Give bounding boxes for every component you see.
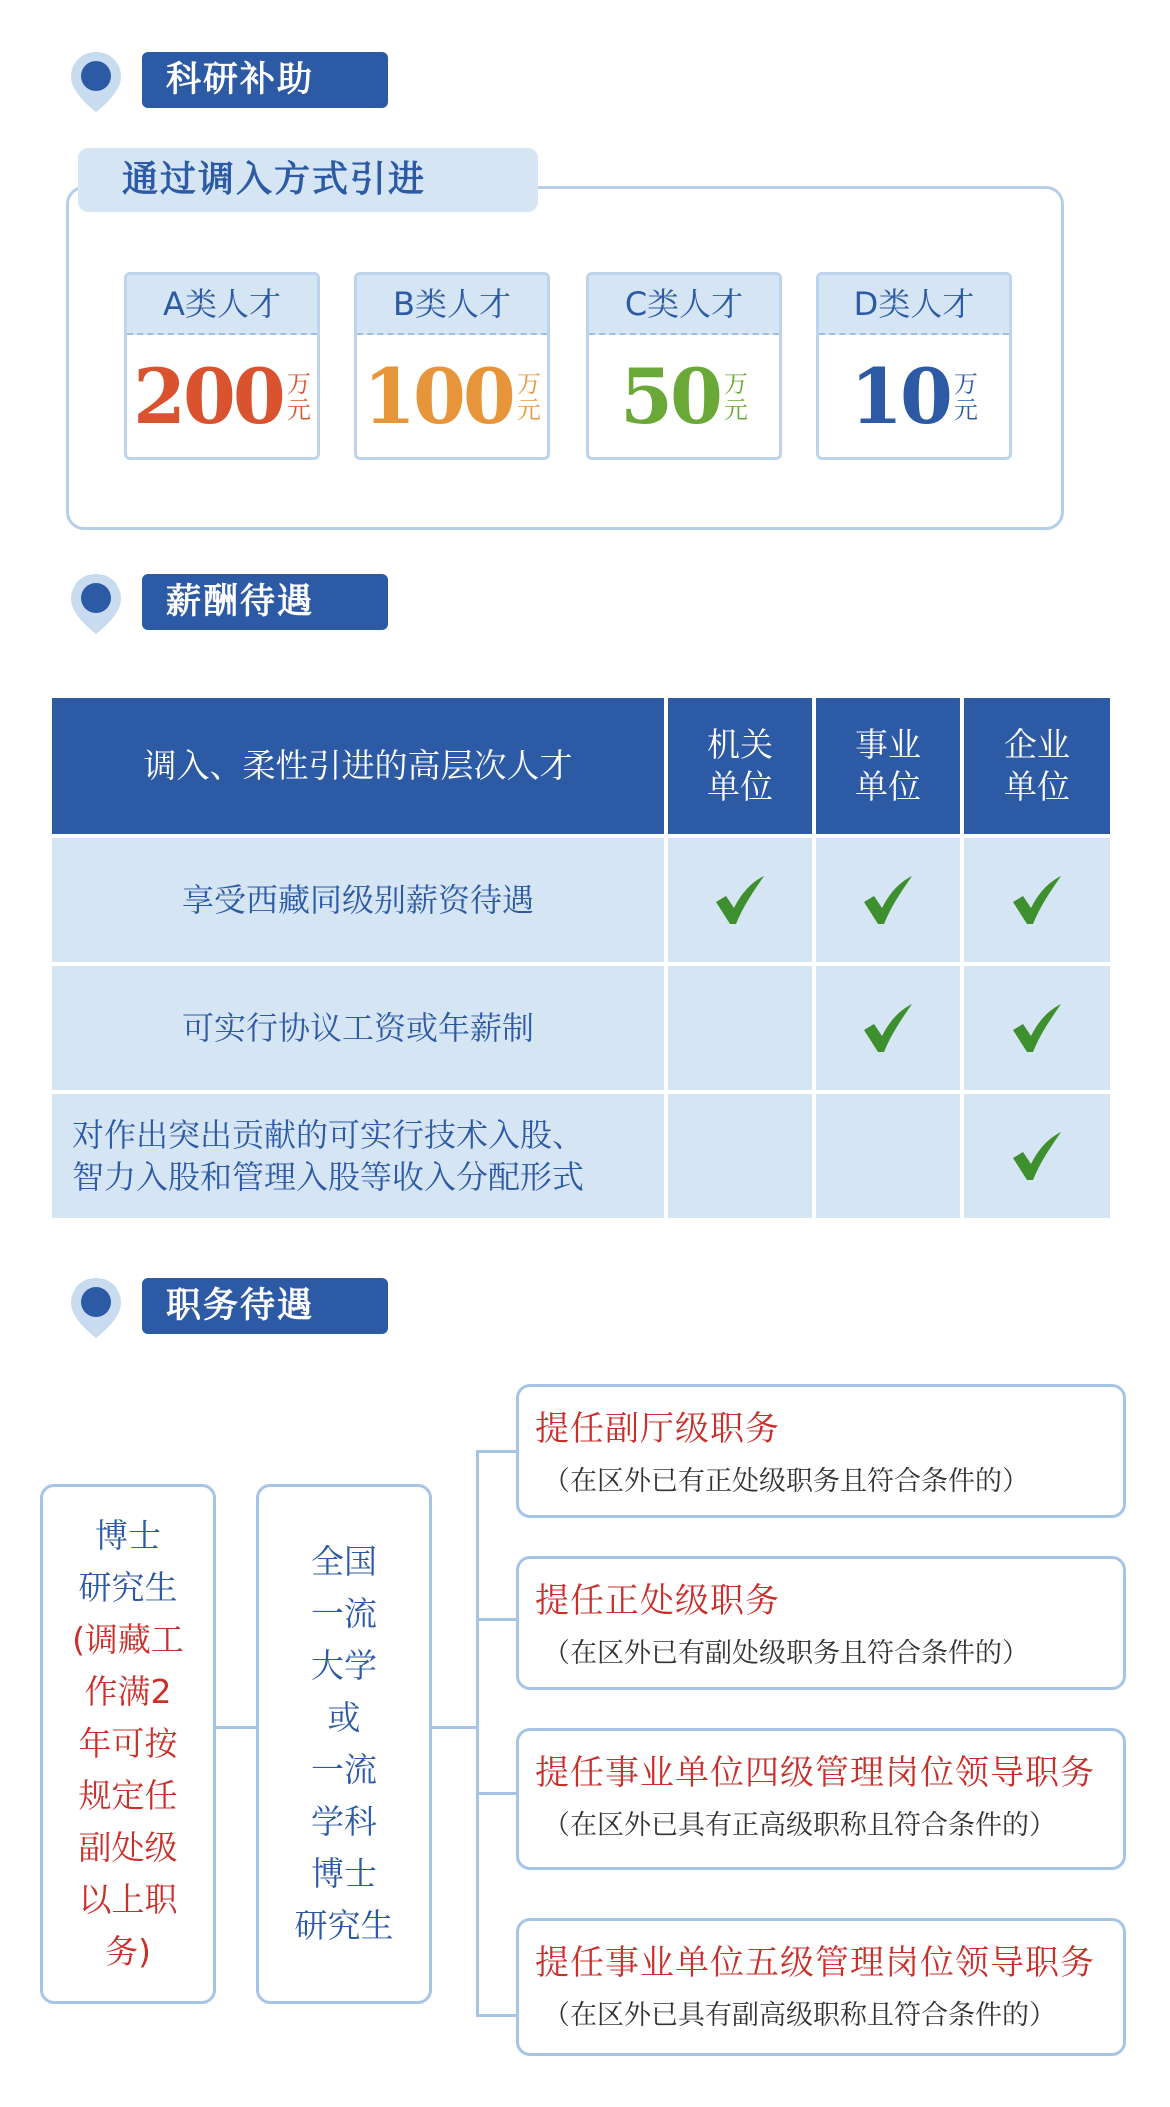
first-class-line: 一流 [311,1750,377,1789]
table-cell-check [816,1094,960,1218]
table-cell-check [668,966,812,1090]
table-row-label: 对作出突出贡献的可实行技术入股、 智力入股和管理入股等收入分配形式 [52,1094,664,1218]
option-note: （在区外已具有正高级职称且符合条件的） [543,1810,1056,1841]
table-header-institution: 事业 单位 [816,698,960,834]
subsidy-card-b [354,272,550,460]
subsidy-card-d [816,272,1012,460]
connector-line [476,1618,518,1621]
unit-wan: 万 [953,370,978,398]
first-class-line: 研究生 [294,1906,394,1945]
location-pin-icon [68,50,124,114]
unit-yuan: 元 [953,396,978,424]
option-title: 提任事业单位四级管理岗位领导职务 [535,1753,1095,1793]
table-cell-check [964,838,1110,962]
card-label: B类人才 [357,275,547,335]
first-class-box [256,1484,432,2004]
option-box [516,1728,1126,1870]
table-cell-check [964,966,1110,1090]
section-header-research [68,52,398,112]
section-title: 薪酬待遇 [142,574,388,630]
location-pin-icon [68,572,124,636]
doctoral-note-line: 作满2 [84,1672,172,1711]
salary-table [52,698,1110,1222]
card-label: C类人才 [589,275,779,335]
card-label: A类人才 [127,275,317,335]
doctoral-note-line: 年可按 [78,1724,178,1763]
card-amount: 200 [133,352,283,441]
unit-yuan: 元 [516,396,541,424]
unit-wan: 万 [723,370,748,398]
unit-yuan: 元 [286,396,311,424]
table-cell-check [816,838,960,962]
connector-line [476,1792,518,1795]
unit-wan: 万 [516,370,541,398]
section-title: 职务待遇 [142,1278,388,1334]
first-class-line: 或 [327,1698,361,1737]
first-class-line: 全国 [311,1542,377,1581]
option-box [516,1918,1126,2056]
table-header-government: 机关 单位 [668,698,812,834]
option-box [516,1384,1126,1518]
first-class-line: 学科 [311,1802,377,1841]
option-box [516,1556,1126,1690]
connector-line [430,1726,478,1729]
unit-wan: 万 [286,370,311,398]
first-class-line: 大学 [311,1646,377,1685]
section-header-salary [68,574,398,634]
section-title: 科研补助 [142,52,388,108]
card-label: D类人才 [819,275,1009,335]
first-class-line: 一流 [311,1594,377,1633]
first-class-line: 博士 [311,1854,377,1893]
doctoral-note-line: 副处级 [78,1828,178,1867]
doctoral-line: 研究生 [78,1568,178,1607]
doctoral-box [40,1484,216,2004]
option-title: 提任副厅级职务 [535,1409,780,1449]
subsidy-tab-label: 通过调入方式引进 [78,148,538,212]
connector-line [214,1726,258,1729]
doctoral-line: 博士 [95,1516,161,1555]
option-note: （在区外已有正处级职务且符合条件的） [543,1466,1029,1497]
location-pin-icon [68,1276,124,1340]
option-title: 提任事业单位五级管理岗位领导职务 [535,1943,1095,1983]
table-row-label: 可实行协议工资或年薪制 [52,966,664,1090]
table-cell-check [816,966,960,1090]
table-header-talent: 调入、柔性引进的高层次人才 [52,698,664,834]
table-cell-check [964,1094,1110,1218]
card-amount: 10 [850,352,950,441]
connector-line [476,2014,518,2017]
doctoral-note-line: 务) [105,1932,151,1971]
subsidy-card-c [586,272,782,460]
option-title: 提任正处级职务 [535,1581,780,1621]
checkmark-icon [860,872,916,928]
connector-line [476,1450,518,1453]
card-amount: 50 [620,352,720,441]
subsidy-card-a [124,272,320,460]
section-header-position [68,1278,398,1338]
table-cell-check [668,838,812,962]
unit-yuan: 元 [723,396,748,424]
card-amount: 100 [363,352,513,441]
connector-line [476,1450,479,2016]
doctoral-note-line: 以上职 [78,1880,178,1919]
table-row-label: 享受西藏同级别薪资待遇 [52,838,664,962]
doctoral-note-line: 规定任 [78,1776,178,1815]
checkmark-icon [1009,872,1065,928]
table-cell-check [668,1094,812,1218]
table-header-enterprise: 企业 单位 [964,698,1110,834]
doctoral-note-line: (调藏工 [72,1620,184,1659]
option-note: （在区外已有副处级职务且符合条件的） [543,1638,1029,1669]
checkmark-icon [1009,1128,1065,1184]
checkmark-icon [712,872,768,928]
checkmark-icon [1009,1000,1065,1056]
checkmark-icon [860,1000,916,1056]
option-note: （在区外已具有副高级职称且符合条件的） [543,2000,1056,2031]
